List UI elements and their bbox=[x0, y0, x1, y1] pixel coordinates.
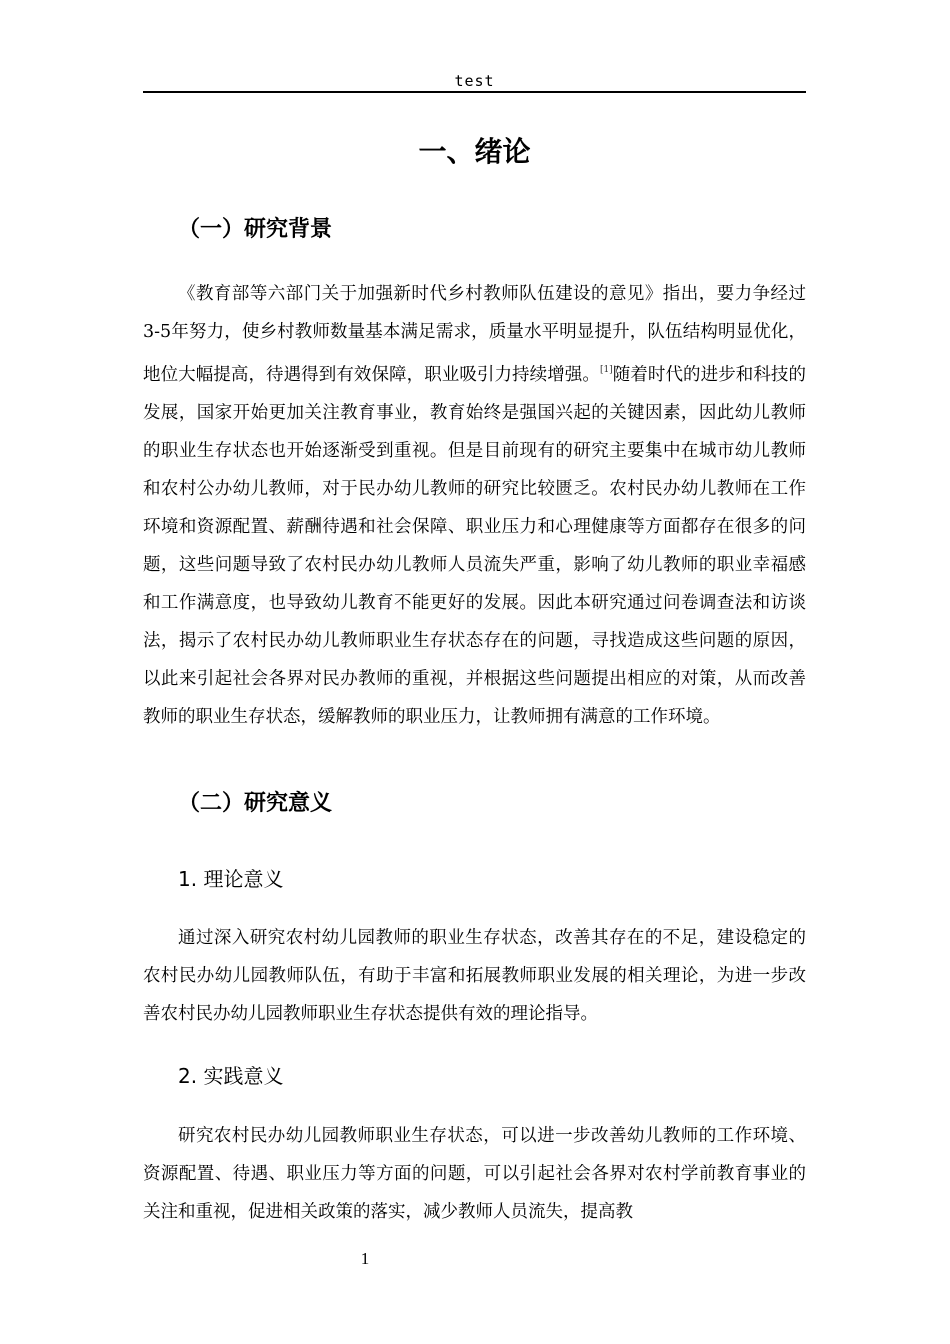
background-paragraph-main: 《教育部等六部门关于加强新时代乡村教师队伍建设的意见》指出，要力争经过3-5年努力，使乡村教师数量基本满足需求，质量水平明显提升，队伍结构明显优化，地位大幅提高，待遇得到有效保障，职业吸引力持续增强。 bbox=[143, 284, 806, 385]
header-divider bbox=[143, 91, 806, 93]
background-paragraph-rest: 随着时代的进步和科技的发展，国家开始更加关注教育事业，教育始终是强国兴起的关键因素，因此幼儿教师的职业生存状态也开始逐渐受到重视。但是目前现有的研究主要集中在城市幼儿教师和农村公办幼儿教师，对于民办幼儿教师的研究比较匮乏。农村民办幼儿教师在工作环境和资源配置、薪酬待遇和社会保障、职业压力和心理健康等方面都存在很多的问题，这些问题导致了农村民办幼儿教师人员流失严重，影响了幼儿教师的职业幸福感和工作满意度，也导致幼儿教育不能更好的发展。因此本研究通过问卷调查法和访谈法，揭示了农村民办幼儿教师职业生存状态存在的问题，寻找造成这些问题的原因，以此来引起社会各界对民办教师的重视，并根据这些问题提出相应的对策，从而改善教师的职业生存状态，缓解教师的职业压力，让教师拥有满意的工作环境。 bbox=[143, 365, 807, 727]
citation-marker: [1] bbox=[599, 365, 613, 375]
practical-paragraph: 研究农村民办幼儿园教师职业生存状态，可以进一步改善幼儿教师的工作环境、资源配置、待遇、职业压力等方面的问题，可以引起社会各界对农村学前教育事业的关注和重视，促进相关政策的落实，减少教师人员流失，提高教 bbox=[143, 1126, 806, 1222]
theoretical-paragraph: 通过深入研究农村幼儿园教师的职业生存状态，改善其存在的不足，建设稳定的农村民办幼儿园教师队伍，有助于丰富和拓展教师职业发展的相关理论，为进一步改善农村民办幼儿园教师职业生存状态提供有效的理论指导。 bbox=[143, 928, 806, 1024]
background-paragraph bbox=[143, 275, 806, 736]
chapter-title: 一、绪论 bbox=[418, 135, 531, 168]
section-heading-background: （一）研究背景 bbox=[178, 217, 333, 242]
section-heading-significance: （二）研究意义 bbox=[178, 791, 333, 816]
page-number: 1 bbox=[360, 1249, 370, 1268]
running-header: test bbox=[454, 72, 495, 90]
subsection-heading-practical: 2. 实践意义 bbox=[178, 1064, 284, 1088]
subsection-heading-theoretical: 1. 理论意义 bbox=[178, 867, 284, 891]
